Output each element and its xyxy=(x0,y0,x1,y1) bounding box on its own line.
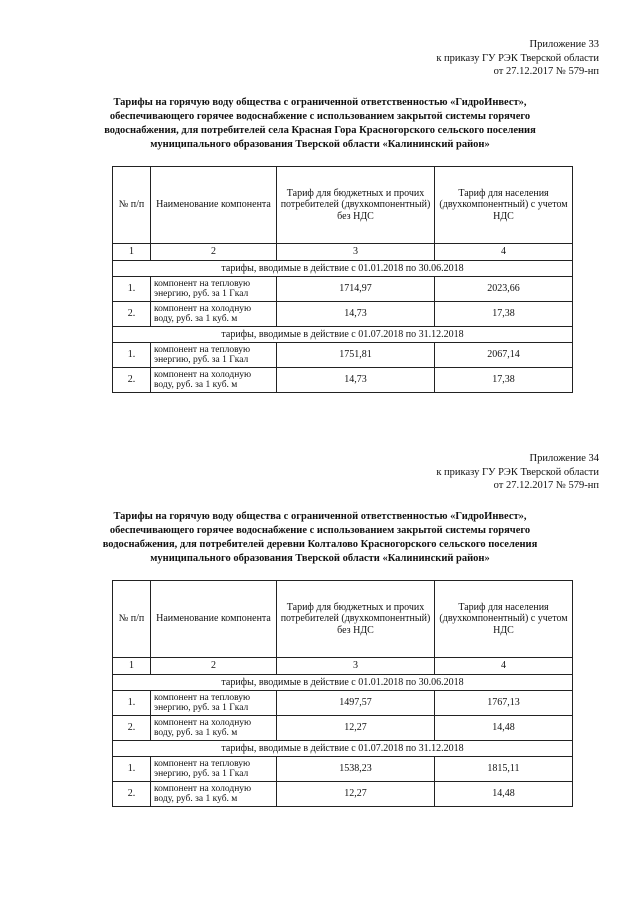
col-number: 3 xyxy=(277,244,435,261)
period-label: тарифы, вводимые в действие с 01.01.2018 по 30.06.2018 xyxy=(113,261,573,277)
table-row xyxy=(113,691,573,716)
column-numbers-row xyxy=(113,658,573,675)
appendix-header xyxy=(436,452,599,493)
row-number: 2. xyxy=(113,302,151,327)
row-number: 1. xyxy=(113,277,151,302)
title-line: муниципального образования Тверской области «Калининский район» xyxy=(150,553,490,564)
appendix-header xyxy=(436,38,599,79)
component-name: компонент на холодную воду, руб. за 1 куб. м xyxy=(151,716,277,741)
budget-tariff: 1538,23 xyxy=(277,757,435,782)
period-row xyxy=(113,741,573,757)
table-row xyxy=(113,302,573,327)
col-number: 2 xyxy=(151,244,277,261)
appendix-number: Приложение 33 xyxy=(529,39,599,50)
tariff-table-wrap xyxy=(112,166,572,393)
budget-tariff: 14,73 xyxy=(277,302,435,327)
table-row xyxy=(113,343,573,368)
component-name: компонент на тепловую энергию, руб. за 1 Гкал xyxy=(151,691,277,716)
title-line: Тарифы на горячую воду общества с ограниченной ответственностью «ГидроИнвест», xyxy=(113,97,527,108)
budget-tariff: 1751,81 xyxy=(277,343,435,368)
population-tariff: 17,38 xyxy=(435,302,573,327)
period-label: тарифы, вводимые в действие с 01.01.2018 по 30.06.2018 xyxy=(113,675,573,691)
budget-tariff: 12,27 xyxy=(277,782,435,807)
table-row xyxy=(113,716,573,741)
budget-tariff: 1497,57 xyxy=(277,691,435,716)
table-row xyxy=(113,757,573,782)
title-line: водоснабжения, для потребителей деревни Колталово Красногорского сельского поселения xyxy=(102,539,538,550)
budget-tariff: 14,73 xyxy=(277,368,435,393)
column-numbers-row xyxy=(113,244,573,261)
title-line: Тарифы на горячую воду общества с ограниченной ответственностью «ГидроИнвест», xyxy=(113,511,527,522)
col-header-num: № п/п xyxy=(113,581,151,658)
order-date: от 27.12.2017 № 579-нп xyxy=(493,66,599,77)
population-tariff: 1767,13 xyxy=(435,691,573,716)
period-label: тарифы, вводимые в действие с 01.07.2018 по 31.12.2018 xyxy=(113,327,573,343)
col-number: 2 xyxy=(151,658,277,675)
col-number: 4 xyxy=(435,244,573,261)
row-number: 1. xyxy=(113,343,151,368)
period-row xyxy=(113,327,573,343)
component-name: компонент на тепловую энергию, руб. за 1 Гкал xyxy=(151,277,277,302)
component-name: компонент на холодную воду, руб. за 1 куб. м xyxy=(151,302,277,327)
title-line: водоснабжения, для потребителей села Красная Гора Красногорского сельского поселения xyxy=(104,125,536,136)
col-number: 1 xyxy=(113,244,151,261)
col-header-num: № п/п xyxy=(113,167,151,244)
population-tariff: 2067,14 xyxy=(435,343,573,368)
row-number: 2. xyxy=(113,368,151,393)
title-line: обеспечивающего горячее водоснабжение с использованием закрытой системы горячего xyxy=(109,525,531,536)
title-line: муниципального образования Тверской области «Калининский район» xyxy=(150,139,490,150)
col-header-budget: Тариф для бюджетных и прочих потребителей (двухкомпонентный) без НДС xyxy=(277,167,435,244)
col-number: 3 xyxy=(277,658,435,675)
table-header-row xyxy=(113,581,573,658)
table-row xyxy=(113,782,573,807)
title-line: обеспечивающего горячее водоснабжение с использованием закрытой системы горячего xyxy=(109,111,531,122)
tariff-table-wrap xyxy=(112,580,572,807)
col-header-name: Наименование компонента xyxy=(151,581,277,658)
appendix-title xyxy=(60,510,580,566)
population-tariff: 14,48 xyxy=(435,782,573,807)
table-row xyxy=(113,277,573,302)
period-row xyxy=(113,675,573,691)
col-number: 1 xyxy=(113,658,151,675)
appendix-title xyxy=(60,96,580,152)
row-number: 1. xyxy=(113,691,151,716)
period-label: тарифы, вводимые в действие с 01.07.2018 по 31.12.2018 xyxy=(113,741,573,757)
row-number: 1. xyxy=(113,757,151,782)
row-number: 2. xyxy=(113,716,151,741)
population-tariff: 17,38 xyxy=(435,368,573,393)
row-number: 2. xyxy=(113,782,151,807)
budget-tariff: 12,27 xyxy=(277,716,435,741)
order-reference: к приказу ГУ РЭК Тверской области xyxy=(436,52,599,64)
tariff-table xyxy=(112,580,573,807)
order-reference: к приказу ГУ РЭК Тверской области xyxy=(436,466,599,478)
budget-tariff: 1714,97 xyxy=(277,277,435,302)
col-header-name: Наименование компонента xyxy=(151,167,277,244)
population-tariff: 1815,11 xyxy=(435,757,573,782)
table-header-row xyxy=(113,167,573,244)
component-name: компонент на тепловую энергию, руб. за 1 Гкал xyxy=(151,343,277,368)
col-header-population: Тариф для населения (двухкомпонентный) с учетом НДС xyxy=(435,581,573,658)
order-date: от 27.12.2017 № 579-нп xyxy=(493,480,599,491)
col-header-population: Тариф для населения (двухкомпонентный) с учетом НДС xyxy=(435,167,573,244)
component-name: компонент на тепловую энергию, руб. за 1 Гкал xyxy=(151,757,277,782)
table-row xyxy=(113,368,573,393)
component-name: компонент на холодную воду, руб. за 1 куб. м xyxy=(151,368,277,393)
col-header-budget: Тариф для бюджетных и прочих потребителей (двухкомпонентный) без НДС xyxy=(277,581,435,658)
component-name: компонент на холодную воду, руб. за 1 куб. м xyxy=(151,782,277,807)
col-number: 4 xyxy=(435,658,573,675)
period-row xyxy=(113,261,573,277)
tariff-table xyxy=(112,166,573,393)
population-tariff: 2023,66 xyxy=(435,277,573,302)
population-tariff: 14,48 xyxy=(435,716,573,741)
appendix-number: Приложение 34 xyxy=(529,453,599,464)
